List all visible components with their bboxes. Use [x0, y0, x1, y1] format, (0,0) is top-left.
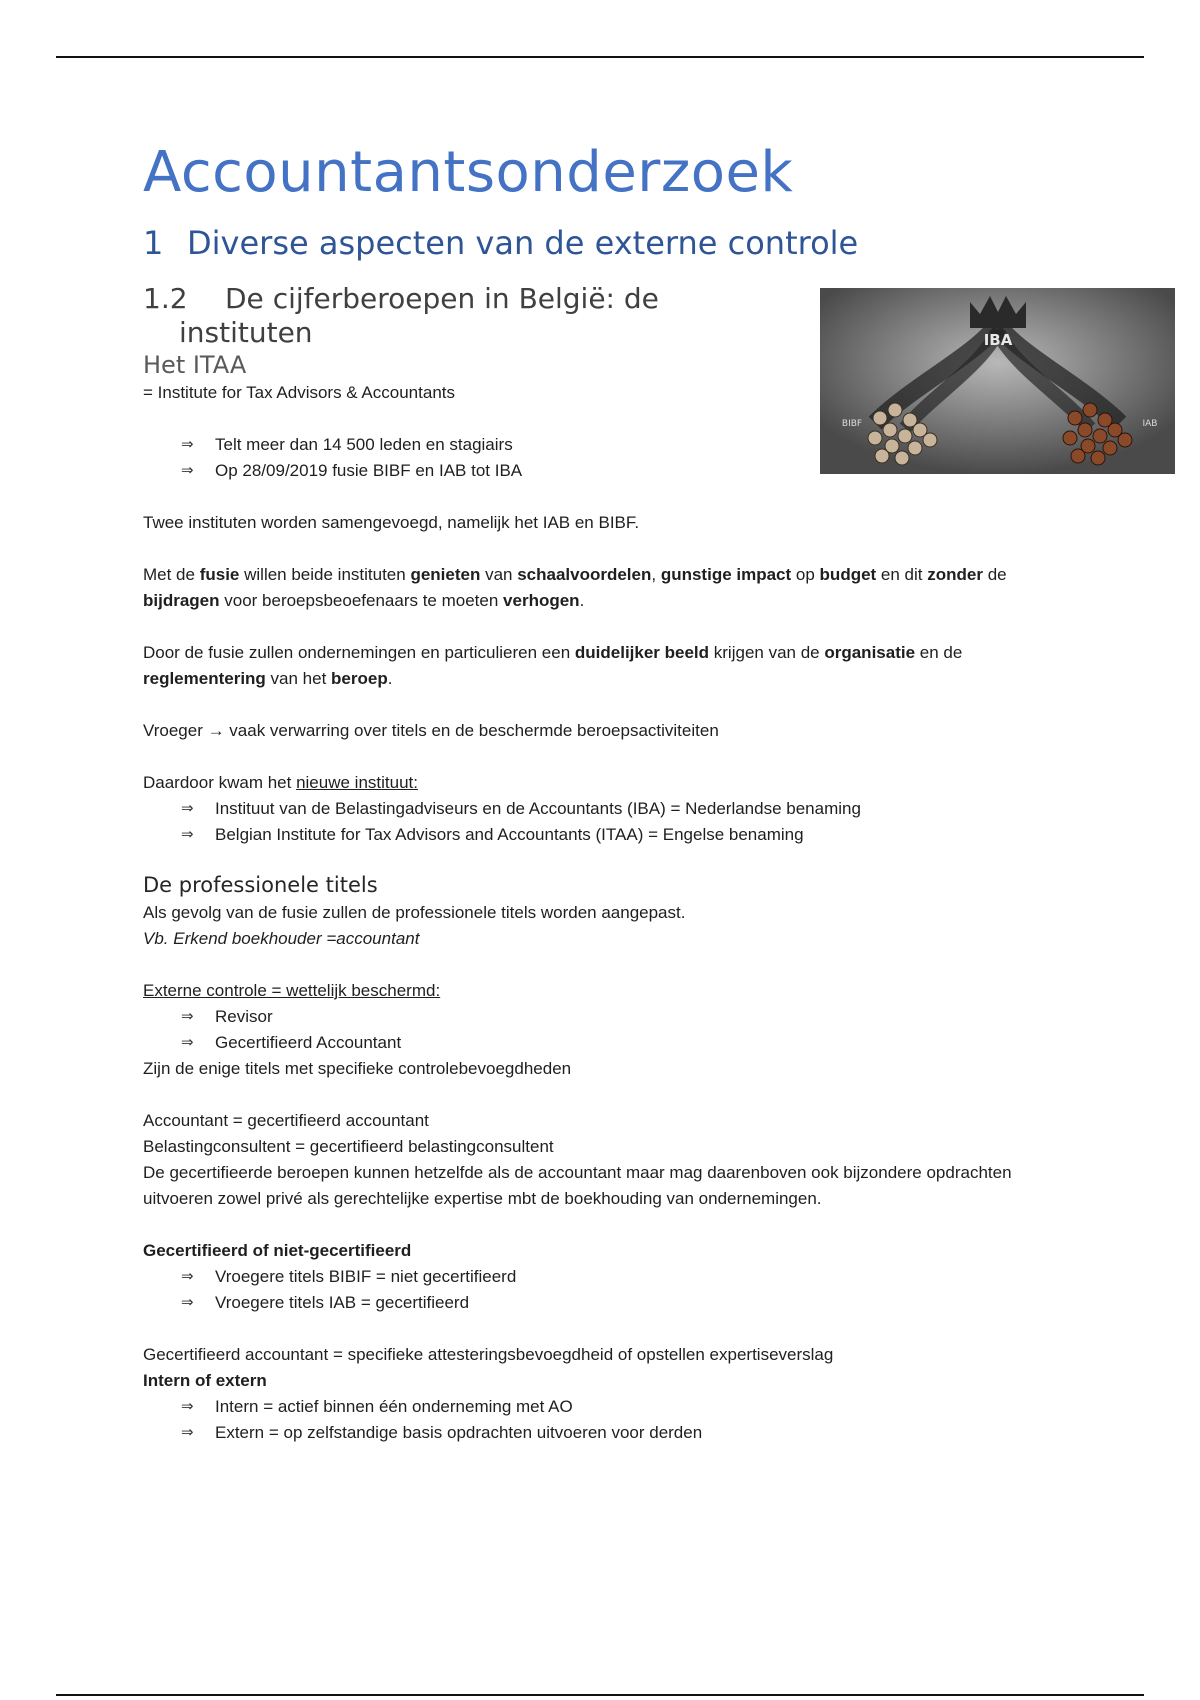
list-item: ⇒ Extern = op zelfstandige basis opdrachten uitvoeren voor derden	[181, 1420, 1043, 1446]
arrow-icon: ⇒	[181, 462, 194, 479]
heading-2	[143, 282, 703, 350]
institute-names-list	[143, 796, 1043, 848]
page-top-rule	[56, 56, 1144, 58]
itaa-heading: Het ITAA	[143, 351, 247, 379]
list-item: ⇒ Vroegere titels BIBIF = niet gecertifieerd	[181, 1264, 1043, 1290]
arrow-icon: ⇒	[181, 1008, 194, 1025]
titels-heading: De professionele titels	[143, 873, 378, 897]
line-accountant: Accountant = gecertifieerd accountant	[143, 1111, 429, 1130]
heading-2-text: De cijferberoepen in België: de instituten	[179, 282, 659, 349]
image-label-bibf: BIBF	[841, 419, 863, 429]
arrow-icon: ⇒	[181, 1424, 194, 1441]
list-item: ⇒ Belgian Institute for Tax Advisors and Accountants (ITAA) = Engelse benaming	[181, 822, 1043, 848]
list-item: ⇒ Gecertifieerd Accountant	[181, 1030, 1043, 1056]
certified-heading: Gecertifieerd of niet-gecertifieerd	[143, 1241, 412, 1260]
paragraph-previously: Vroeger → vaak verwarring over titels en de beschermde beroepsactiviteiten	[143, 721, 719, 740]
list-item: ⇒ Telt meer dan 14 500 leden en stagiairs	[181, 432, 1043, 458]
list-item: ⇒ Instituut van de Belastingadviseurs en de Accountants (IBA) = Nederlandse benaming	[181, 796, 1043, 822]
arrow-icon: ⇒	[181, 1294, 194, 1311]
itaa-bullet-list	[143, 432, 1043, 484]
arrow-icon: ⇒	[181, 800, 194, 817]
image-label-iba: IBA	[983, 331, 1013, 349]
protected-titles-heading: Externe controle = wettelijk beschermd:	[143, 981, 441, 1000]
titels-intro: Als gevolg van de fusie zullen de professionele titels worden aangepast.	[143, 903, 686, 922]
page-bottom-rule	[56, 1694, 1144, 1696]
heading-2-number: 1.2	[143, 282, 188, 315]
paragraph-new-institute: Daardoor kwam het nieuwe instituut:	[143, 773, 418, 792]
paragraph-clarity: Door de fusie zullen ondernemingen en particulieren een duidelijker beeld krijgen van de organisatie en de reglementering van het beroep.	[143, 643, 963, 688]
itaa-definition: = Institute for Tax Advisors & Accountants	[143, 383, 455, 402]
heading-1-number: 1	[143, 224, 164, 262]
protected-titles-list	[143, 1004, 1043, 1056]
arrow-icon: ⇒	[181, 826, 194, 843]
certified-accountant-line: Gecertifieerd accountant = specifieke attesteringsbevoegdheid of opstellen expertiseverslag	[143, 1345, 834, 1364]
list-item: ⇒ Op 28/09/2019 fusie BIBF en IAB tot IBA	[181, 458, 1043, 484]
intern-extern-list	[143, 1394, 1043, 1446]
arrow-icon: ⇒	[181, 1268, 194, 1285]
intern-extern-heading: Intern of extern	[143, 1371, 267, 1390]
heading-1-text: Diverse aspecten van de externe controle	[187, 224, 859, 262]
titels-example: Vb. Erkend boekhouder =accountant	[143, 929, 420, 948]
list-item: ⇒ Intern = actief binnen één onderneming met AO	[181, 1394, 1043, 1420]
protected-titles-note: Zijn de enige titels met specifieke controlebevoegdheden	[143, 1059, 572, 1078]
line-certified-professions: De gecertifieerde beroepen kunnen hetzelfde als de accountant maar mag daarenboven ook bijzondere opdrachten uitvoeren zowel privé als gerechtelijke expertise mbt de boekhouding van ondernemingen.	[143, 1163, 1012, 1208]
paragraph-fusion-benefits: Met de fusie willen beide instituten genieten van schaalvoordelen, gunstige impact op budget en dit zonder de bijdragen voor beroepsbeoefenaars te moeten verhogen.	[143, 565, 1007, 610]
document-title: Accountantsonderzoek	[143, 140, 794, 205]
list-item: ⇒ Revisor	[181, 1004, 1043, 1030]
image-label-iab: IAB	[1142, 419, 1158, 429]
certified-list	[143, 1264, 1043, 1316]
arrow-icon: ⇒	[181, 1398, 194, 1415]
line-consultent: Belastingconsultent = gecertifieerd belastingconsultent	[143, 1137, 554, 1156]
heading-1	[143, 222, 1043, 264]
arrow-icon: ⇒	[181, 436, 194, 453]
paragraph-merge: Twee instituten worden samengevoegd, namelijk het IAB en BIBF.	[143, 513, 640, 532]
arrow-icon: ⇒	[181, 1034, 194, 1051]
list-item: ⇒ Vroegere titels IAB = gecertifieerd	[181, 1290, 1043, 1316]
document-body	[143, 138, 1043, 1446]
